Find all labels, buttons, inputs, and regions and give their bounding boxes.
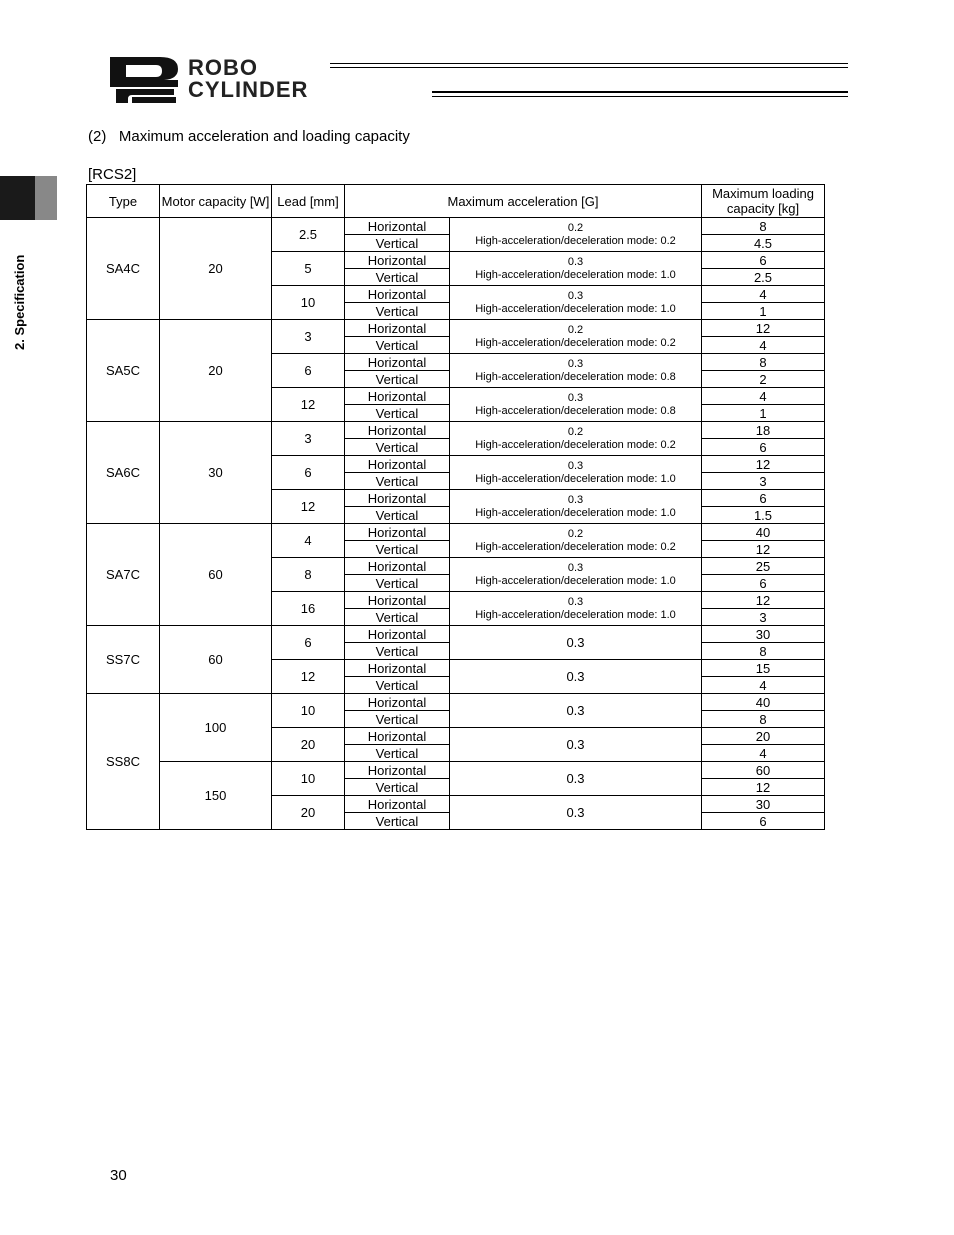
cell-load-vertical: 4 [702, 745, 825, 762]
accel-mode: High-acceleration/deceleration mode: 0.2 [475, 438, 676, 451]
cell-orientation-horizontal: Horizontal [345, 252, 450, 269]
table-row [87, 626, 825, 643]
cell-accel [450, 354, 702, 388]
cell-orientation-vertical: Vertical [345, 677, 450, 694]
cell-lead: 6 [272, 456, 345, 490]
cell-load-horizontal: 6 [702, 252, 825, 269]
cell-load-vertical: 3 [702, 473, 825, 490]
cell-orientation-horizontal: Horizontal [345, 762, 450, 779]
side-tab-accent [35, 176, 57, 220]
cell-load-horizontal: 8 [702, 354, 825, 371]
page-number: 30 [110, 1167, 127, 1184]
cell-accel [450, 422, 702, 456]
cell-type: SS7C [87, 626, 160, 694]
table-body [87, 218, 825, 830]
accel-value: 0.3 [567, 391, 584, 404]
accel-mode: High-acceleration/deceleration mode: 0.2 [475, 540, 676, 553]
accel-value: 0.3 [566, 635, 585, 650]
cell-accel [450, 694, 702, 728]
cell-load-horizontal: 4 [702, 286, 825, 303]
cell-lead: 12 [272, 660, 345, 694]
col-header-type: Type [87, 185, 160, 218]
cell-orientation-vertical: Vertical [345, 269, 450, 286]
cell-orientation-vertical: Vertical [345, 235, 450, 252]
accel-value: 0.3 [566, 805, 585, 820]
cell-orientation-horizontal: Horizontal [345, 320, 450, 337]
cell-accel [450, 796, 702, 830]
accel-value: 0.3 [566, 669, 585, 684]
accel-value: 0.3 [566, 703, 585, 718]
cell-orientation-horizontal: Horizontal [345, 286, 450, 303]
cell-orientation-vertical: Vertical [345, 337, 450, 354]
cell-accel [450, 524, 702, 558]
cell-type: SA4C [87, 218, 160, 320]
side-tab-block [0, 176, 35, 220]
cell-type: SS8C [87, 694, 160, 830]
cell-lead: 20 [272, 728, 345, 762]
cell-accel [450, 286, 702, 320]
cell-motor: 60 [160, 524, 272, 626]
cell-orientation-horizontal: Horizontal [345, 728, 450, 745]
accel-value: 0.3 [567, 561, 584, 574]
cell-accel [450, 388, 702, 422]
cell-accel [450, 490, 702, 524]
section-heading [88, 128, 410, 145]
cell-orientation-vertical: Vertical [345, 371, 450, 388]
cell-load-horizontal: 6 [702, 490, 825, 507]
cell-lead: 10 [272, 762, 345, 796]
cell-motor: 20 [160, 218, 272, 320]
cell-orientation-vertical: Vertical [345, 405, 450, 422]
cell-load-horizontal: 30 [702, 626, 825, 643]
cell-load-vertical: 12 [702, 779, 825, 796]
cell-orientation-horizontal: Horizontal [345, 456, 450, 473]
cell-load-vertical: 4 [702, 337, 825, 354]
cell-type: SA5C [87, 320, 160, 422]
cell-load-vertical: 1 [702, 303, 825, 320]
accel-value: 0.3 [567, 357, 584, 370]
side-tab-label: 2. Specification [12, 254, 27, 350]
cell-motor: 30 [160, 422, 272, 524]
table-row [87, 320, 825, 337]
accel-value: 0.2 [567, 527, 584, 540]
accel-value: 0.3 [567, 255, 584, 268]
cell-load-horizontal: 12 [702, 456, 825, 473]
cell-orientation-vertical: Vertical [345, 507, 450, 524]
accel-value: 0.3 [566, 737, 585, 752]
cell-lead: 20 [272, 796, 345, 830]
cell-load-vertical: 6 [702, 439, 825, 456]
table-header-row [87, 185, 825, 218]
cell-lead: 12 [272, 490, 345, 524]
section-title: Maximum acceleration and loading capacity [118, 128, 410, 145]
cell-orientation-vertical: Vertical [345, 439, 450, 456]
accel-mode: High-acceleration/deceleration mode: 1.0 [475, 608, 676, 621]
accel-value: 0.3 [567, 289, 584, 302]
cell-orientation-horizontal: Horizontal [345, 524, 450, 541]
cell-lead: 6 [272, 354, 345, 388]
cell-accel [450, 456, 702, 490]
cell-load-horizontal: 18 [702, 422, 825, 439]
accel-value: 0.3 [567, 595, 584, 608]
cell-type: SA6C [87, 422, 160, 524]
accel-mode: High-acceleration/deceleration mode: 1.0 [475, 506, 676, 519]
cell-accel [450, 320, 702, 354]
cell-accel [450, 728, 702, 762]
col-header-lead: Lead [mm] [272, 185, 345, 218]
cell-accel [450, 558, 702, 592]
cell-accel [450, 218, 702, 252]
cell-orientation-vertical: Vertical [345, 745, 450, 762]
accel-value: 0.2 [567, 323, 584, 336]
cell-motor: 100 [160, 694, 272, 762]
cell-lead: 5 [272, 252, 345, 286]
cell-load-horizontal: 12 [702, 320, 825, 337]
cell-lead: 4 [272, 524, 345, 558]
cell-orientation-horizontal: Horizontal [345, 558, 450, 575]
cell-motor: 60 [160, 626, 272, 694]
accel-mode: High-acceleration/deceleration mode: 1.0 [475, 268, 676, 281]
rc-logo-icon [108, 55, 182, 103]
cell-load-horizontal: 40 [702, 694, 825, 711]
cell-lead: 6 [272, 626, 345, 660]
cell-load-vertical: 1 [702, 405, 825, 422]
cell-orientation-horizontal: Horizontal [345, 490, 450, 507]
cell-orientation-vertical: Vertical [345, 303, 450, 320]
accel-value: 0.3 [567, 459, 584, 472]
cell-accel [450, 660, 702, 694]
cell-orientation-horizontal: Horizontal [345, 796, 450, 813]
logo-word-cylinder: CYLINDER [188, 77, 309, 102]
cell-load-vertical: 6 [702, 575, 825, 592]
cell-accel [450, 252, 702, 286]
cell-orientation-vertical: Vertical [345, 813, 450, 830]
table-row [87, 524, 825, 541]
cell-load-vertical: 1.5 [702, 507, 825, 524]
cell-accel [450, 592, 702, 626]
cell-orientation-vertical: Vertical [345, 541, 450, 558]
table-title: [RCS2] [88, 166, 137, 183]
table-row [87, 762, 825, 779]
cell-load-vertical: 2 [702, 371, 825, 388]
cell-orientation-horizontal: Horizontal [345, 694, 450, 711]
cell-orientation-vertical: Vertical [345, 575, 450, 592]
accel-value: 0.3 [567, 493, 584, 506]
cell-load-vertical: 2.5 [702, 269, 825, 286]
accel-mode: High-acceleration/deceleration mode: 1.0 [475, 574, 676, 587]
accel-mode: High-acceleration/deceleration mode: 0.8 [475, 404, 676, 417]
cell-orientation-vertical: Vertical [345, 643, 450, 660]
cell-lead: 3 [272, 320, 345, 354]
accel-mode: High-acceleration/deceleration mode: 0.8 [475, 370, 676, 383]
cell-lead: 8 [272, 558, 345, 592]
col-header-motor: Motor capacity [W] [160, 185, 272, 218]
cell-accel [450, 626, 702, 660]
cell-load-horizontal: 60 [702, 762, 825, 779]
cell-load-horizontal: 20 [702, 728, 825, 745]
cell-load-vertical: 8 [702, 711, 825, 728]
cell-lead: 10 [272, 286, 345, 320]
header-rule-bottom [432, 91, 848, 93]
cell-orientation-vertical: Vertical [345, 711, 450, 728]
cell-load-horizontal: 25 [702, 558, 825, 575]
cell-lead: 12 [272, 388, 345, 422]
table-row [87, 694, 825, 711]
accel-value: 0.2 [567, 425, 584, 438]
cell-lead: 3 [272, 422, 345, 456]
cell-motor: 20 [160, 320, 272, 422]
cell-orientation-horizontal: Horizontal [345, 422, 450, 439]
accel-mode: High-acceleration/deceleration mode: 0.2 [475, 234, 676, 247]
header-rule-bottom-2 [432, 96, 848, 97]
cell-orientation-vertical: Vertical [345, 609, 450, 626]
cell-orientation-horizontal: Horizontal [345, 626, 450, 643]
cell-orientation-vertical: Vertical [345, 473, 450, 490]
cell-accel [450, 762, 702, 796]
cell-load-horizontal: 12 [702, 592, 825, 609]
cell-lead: 16 [272, 592, 345, 626]
col-header-accel: Maximum acceleration [G] [345, 185, 702, 218]
section-number: (2) [88, 128, 107, 145]
accel-mode: High-acceleration/deceleration mode: 0.2 [475, 336, 676, 349]
cell-orientation-horizontal: Horizontal [345, 660, 450, 677]
cell-load-horizontal: 40 [702, 524, 825, 541]
cell-orientation-vertical: Vertical [345, 779, 450, 796]
cell-load-horizontal: 4 [702, 388, 825, 405]
cell-load-vertical: 12 [702, 541, 825, 558]
cell-load-vertical: 3 [702, 609, 825, 626]
cell-load-horizontal: 8 [702, 218, 825, 235]
cell-motor: 150 [160, 762, 272, 830]
cell-orientation-horizontal: Horizontal [345, 592, 450, 609]
cell-orientation-horizontal: Horizontal [345, 388, 450, 405]
cell-load-horizontal: 30 [702, 796, 825, 813]
accel-mode: High-acceleration/deceleration mode: 1.0 [475, 302, 676, 315]
accel-mode: High-acceleration/deceleration mode: 1.0 [475, 472, 676, 485]
spec-table [86, 184, 825, 830]
table-row [87, 218, 825, 235]
table-row [87, 422, 825, 439]
cell-lead: 10 [272, 694, 345, 728]
cell-orientation-horizontal: Horizontal [345, 218, 450, 235]
cell-lead: 2.5 [272, 218, 345, 252]
header-rule-top [330, 63, 848, 64]
accel-value: 0.3 [566, 771, 585, 786]
cell-load-vertical: 8 [702, 643, 825, 660]
cell-load-vertical: 4.5 [702, 235, 825, 252]
cell-type: SA7C [87, 524, 160, 626]
logo-word-robo: ROBO [188, 55, 258, 80]
cell-load-vertical: 6 [702, 813, 825, 830]
col-header-load: Maximum loading capacity [kg] [702, 185, 825, 218]
header-rule-top-2 [330, 67, 848, 68]
accel-value: 0.2 [567, 221, 584, 234]
cell-load-horizontal: 15 [702, 660, 825, 677]
cell-orientation-horizontal: Horizontal [345, 354, 450, 371]
cell-load-vertical: 4 [702, 677, 825, 694]
